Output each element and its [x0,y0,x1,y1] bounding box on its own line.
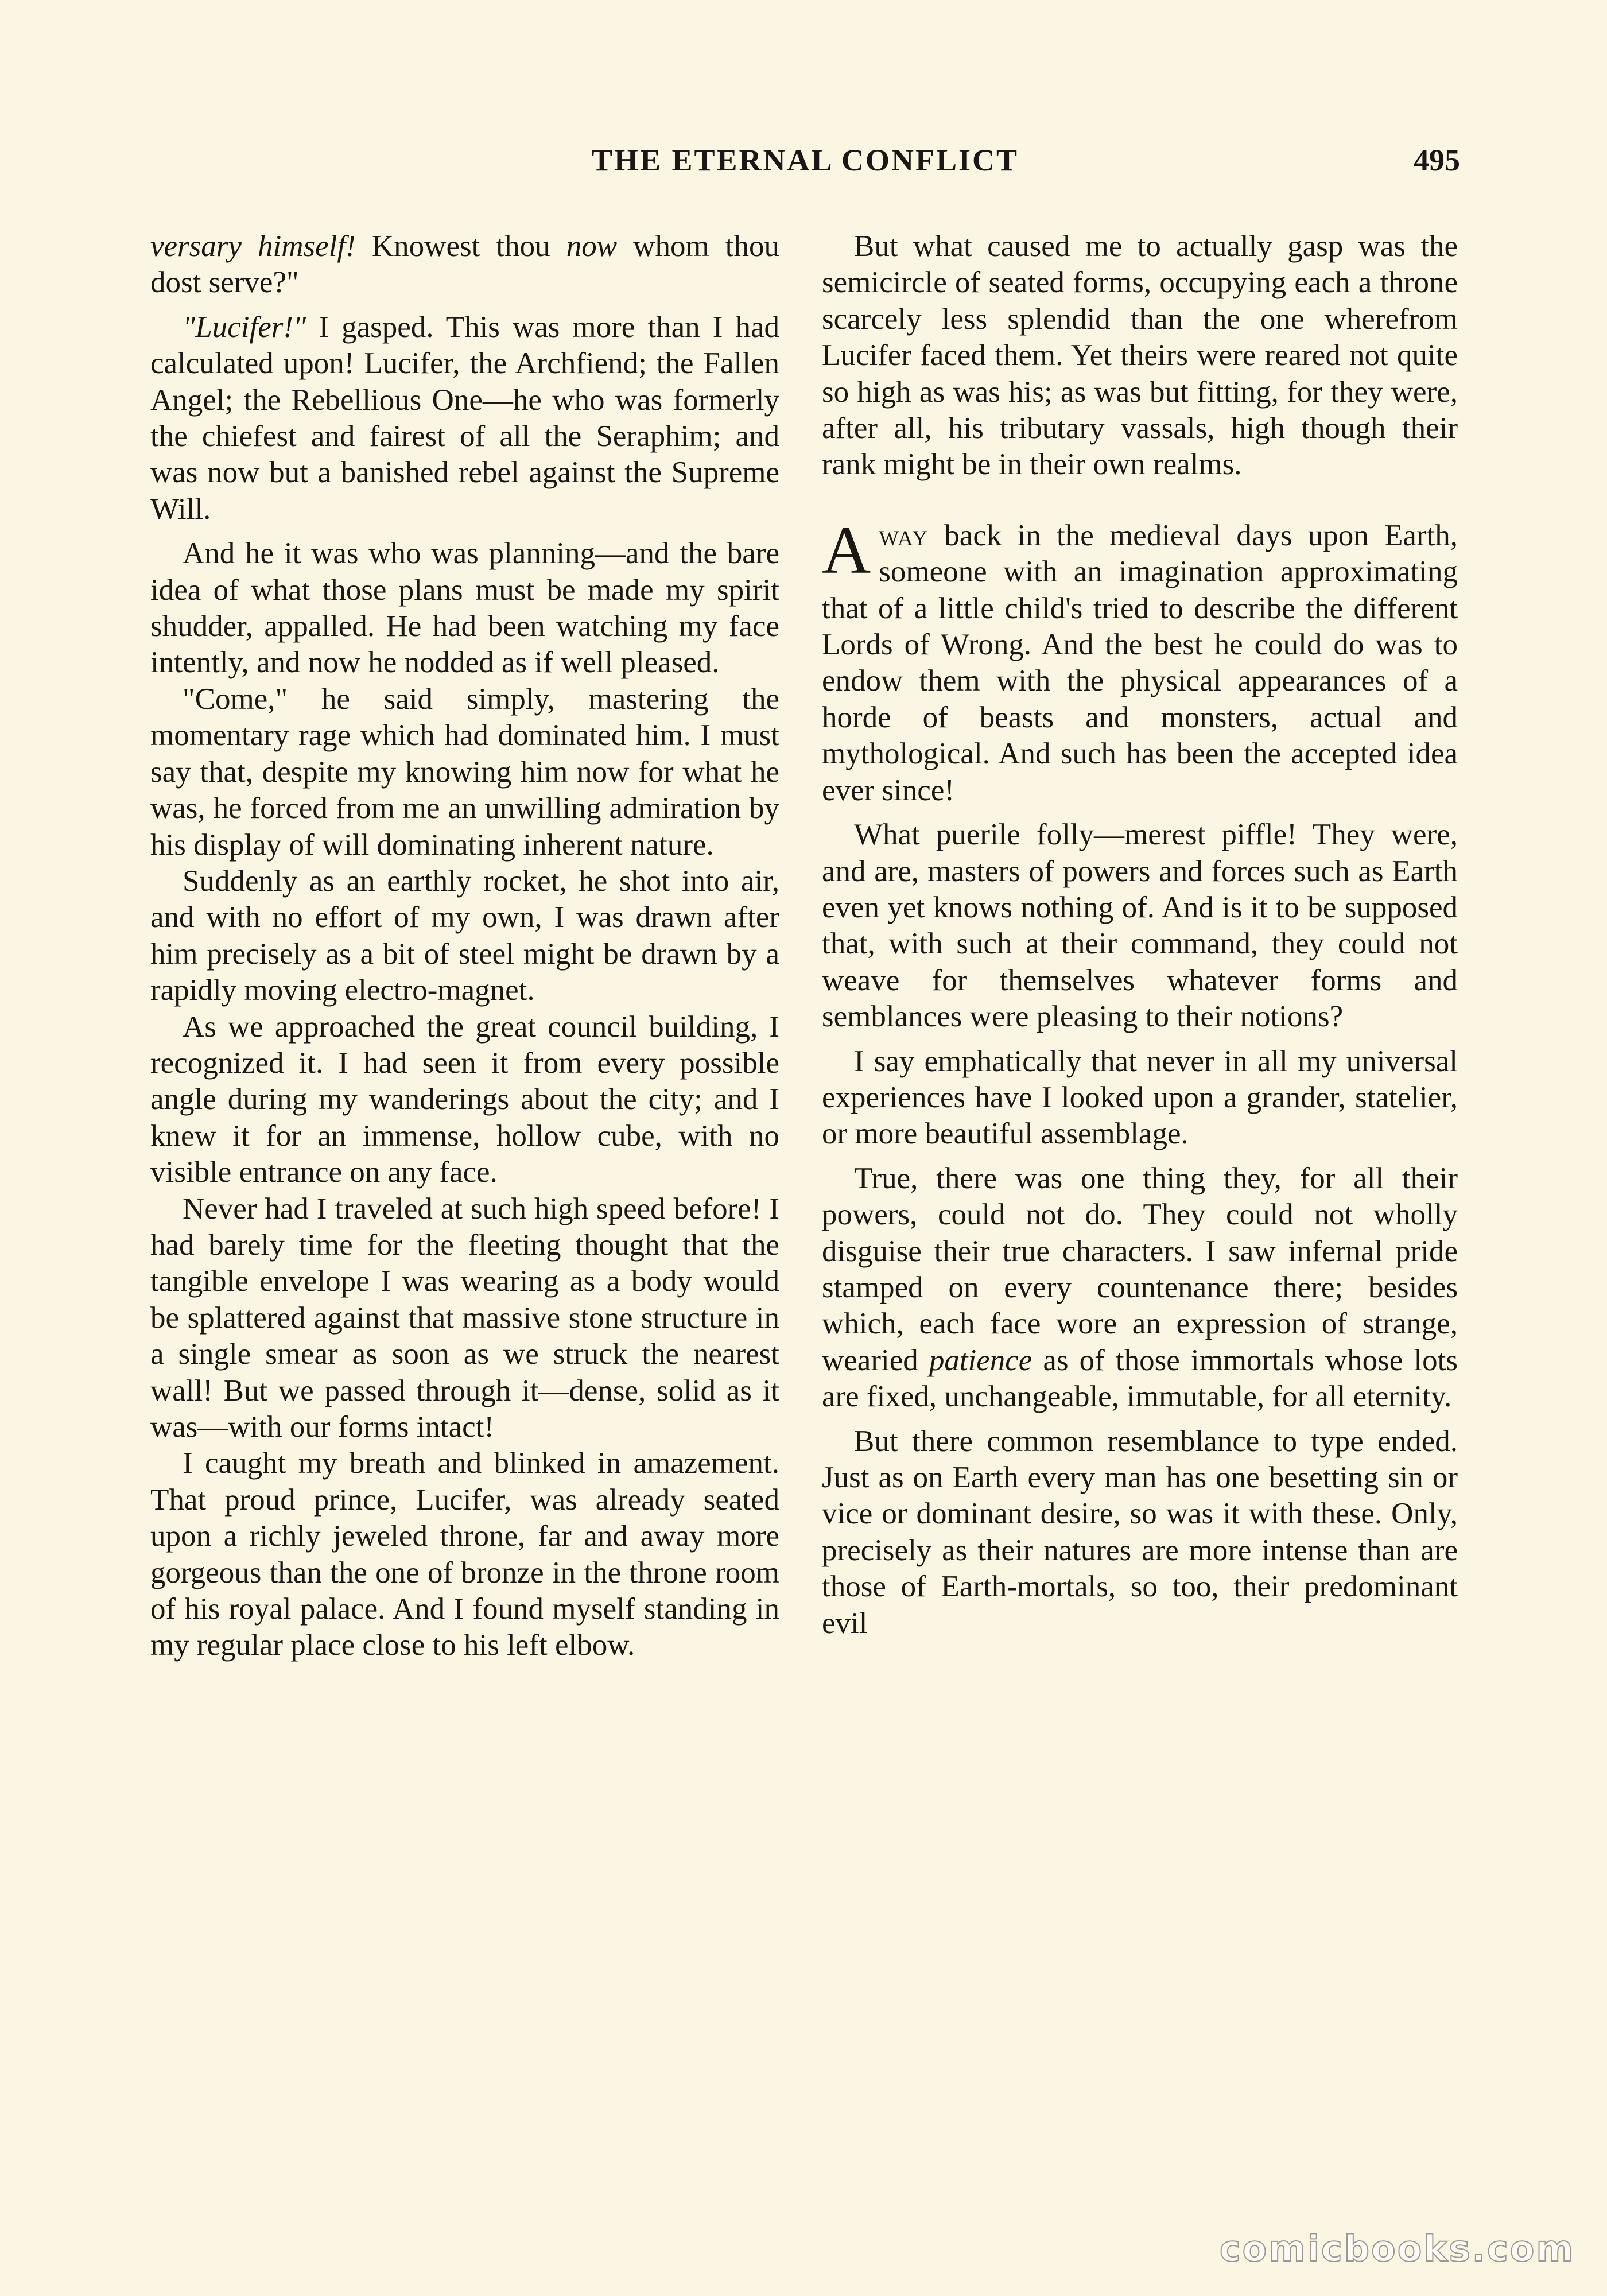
emphasis: patience [929,1343,1032,1377]
text-run: I gasped. This was more than I had calculated upon! Lucifer, the Archfiend; the Fallen Angel; the Rebellious One—he who was formerly the chiefest and fairest of all the Seraphim; and was now but a banished rebel against the Supreme Will. [150,310,779,526]
paragraph: As we approached the great council building, I recognized it. I had seen it from every possible angle during my wanderings about the city; and I knew it for an immense, hollow cube, with no visible entrance on any face. [150,1010,779,1189]
emphasis: versary himself! [150,230,356,263]
left-column [150,228,779,1664]
running-head [150,142,1460,188]
small-caps-lead: way [879,518,929,552]
paragraph: But there common resemblance to type ended. Just as on Earth every man has one besetting sin or vice or dominant desire, so was it with these. Only, precisely as their natures are more intense than are those of Earth-mortals, so too, their predominant evil [822,1424,1458,1640]
emphasis: now [566,230,618,263]
paragraph: What puerile folly—merest piffle! They were, and are, masters of powers and forces such as Earth even yet knows nothing of. And is it to be supposed that, with such at their command, they could not weave for themselves whatever forms and semblances were pleasing to their notions? [822,818,1458,1034]
page-number: 495 [1414,143,1460,177]
right-column [822,228,1458,1642]
text-run: back in the medieval days upon Earth, someone with an imagination approximating that of a little child's tried to describe the different Lords of Wrong. And the best he could do was to endow them with the physical appearances of a horde of beasts and monsters, actual and mythological. And such has been the accepted idea ever since! [822,518,1458,807]
site-watermark: comicbooks.com [1219,2228,1575,2270]
paragraph: I caught my breath and blinked in amazement. That proud prince, Lucifer, was already seated upon a richly jeweled throne, far and away more gorgeous than the one of bronze in the throne room of his royal palace. And I found myself standing in my regular place close to his left elbow. [150,1446,779,1662]
section-start-paragraph [822,512,1458,809]
paragraph [822,1161,1458,1415]
paragraph: I say emphatically that never in all my universal experiences have I looked upon a grander, statelier, or more beautiful assemblage. [822,1044,1458,1151]
text-run: whom thou dost serve?" [150,230,780,300]
emphasis: "Lucifer!" [183,310,306,344]
text-run: True, there was one thing they, for all their powers, could not do. They could not wholly disguise their true characters. I saw infernal pride stamped on every countenance there; besides which, each face wore an expression of strange, wearied [822,1161,1458,1377]
paragraph: And he it was who was planning—and the bare idea of what those plans must be made my spirit shudder, appalled. He had been watching my face intently, and now he nodded as if well pleased. [150,537,779,680]
text-run: as of those immortals whose lots are fixed, unchangeable, immutable, for all eternity. [822,1343,1458,1414]
paragraph: But what caused me to actually gasp was the semicircle of seated forms, occupying each a throne scarcely less splendid than the one wherefrom Lucifer faced them. Yet theirs were reared not quite so high as was his; as was but fitting, for they were, after all, his tributary vassals, high though their rank might be in their own realms. [822,230,1458,482]
paragraph: "Come," he said simply, mastering the momentary rage which had dominated him. I must say that, despite my knowing him now for what he was, he forced from me an unwilling admiration by his display of will dominating inherent nature. [150,682,779,862]
paragraph: Never had I traveled at such high speed before! I had barely time for the fleeting thought that the tangible envelope I was wearing as a body would be splattered against that massive stone structure in a single smear as soon as we struck the nearest wall! But we passed through it—dense, solid as it was—with our forms intact! [150,1192,779,1444]
text-run: Knowest thou [355,230,566,263]
paragraph [150,309,779,528]
paragraph: Suddenly as an earthly rocket, he shot into air, and with no effort of my own, I was drawn after him precisely as a bit of steel might be drawn by a rapidly moving electro-magnet. [150,864,779,1007]
running-title: THE ETERNAL CONFLICT [591,143,1019,177]
paragraph [150,228,779,301]
drop-cap: A [822,512,871,588]
